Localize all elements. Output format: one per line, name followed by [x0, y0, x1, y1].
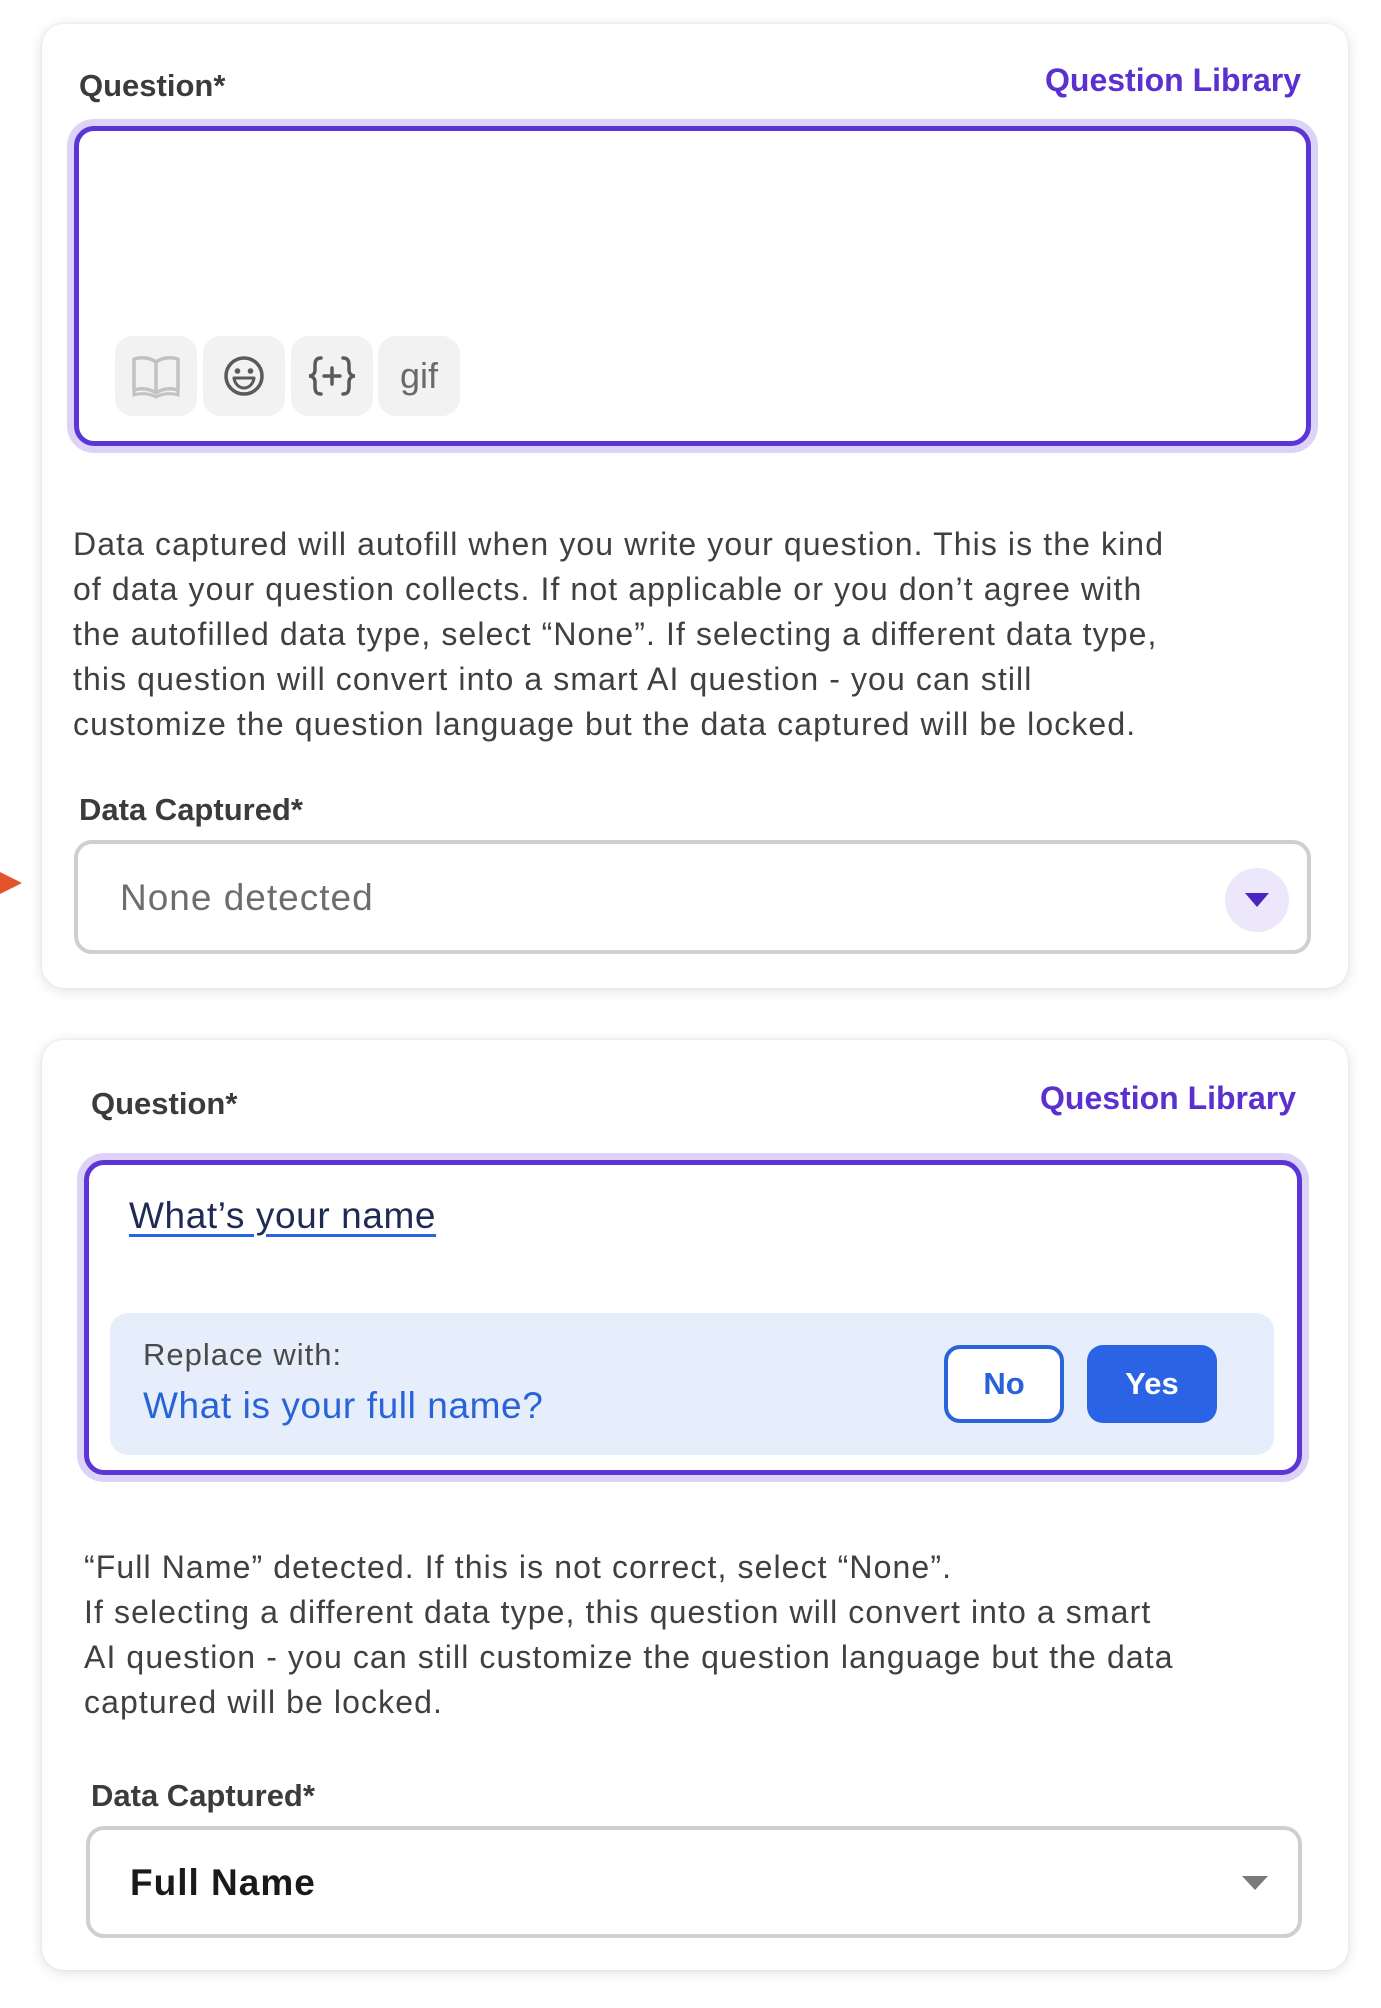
replace-suggestion: [110, 1313, 1274, 1455]
reject-suggestion-button[interactable]: No: [944, 1345, 1064, 1423]
question-library-link[interactable]: Question Library: [1045, 62, 1302, 98]
data-captured-label: Data Captured*: [91, 1778, 315, 1813]
question-input[interactable]: [84, 1160, 1302, 1475]
question-card-empty: [42, 24, 1348, 988]
data-captured-help-text: Data captured will autofill when you write your question. This is the kind of data your question collects. If not applicable or you don’t agree with the autofilled data type, select “None”. If selecting a different data type, this question will convert into a smart AI question - you can still customize the question language but the data captured will be locked.: [73, 526, 1165, 742]
annotation-arrow-icon: [0, 868, 26, 898]
emoji-icon: [221, 353, 267, 399]
gif-button[interactable]: [378, 336, 460, 416]
suggestion-text: What is your full name?: [143, 1385, 544, 1426]
select-value: Full Name: [130, 1862, 316, 1903]
gif-icon: gif: [399, 355, 439, 396]
caret-down-icon[interactable]: [1240, 1874, 1270, 1892]
accept-suggestion-button[interactable]: Yes: [1087, 1345, 1217, 1423]
variable-button[interactable]: [291, 336, 373, 416]
question-card-filled: [42, 1040, 1348, 1970]
caret-down-icon: [1243, 891, 1271, 909]
question-text[interactable]: What’s your name: [129, 1195, 437, 1236]
question-label: Question*: [79, 68, 226, 103]
data-captured-select[interactable]: [74, 840, 1311, 954]
select-value: None detected: [120, 877, 374, 918]
dropdown-toggle[interactable]: [1225, 868, 1289, 932]
data-captured-help-text: “Full Name” detected. If this is not correct, select “None”. If selecting a different data type, this question will convert into a smart AI question - you can still customize the question language but the data captured will be locked.: [84, 1549, 1174, 1720]
emoji-button[interactable]: [203, 336, 285, 416]
data-captured-select[interactable]: [86, 1826, 1302, 1938]
book-icon: [130, 352, 182, 400]
question-label: Question*: [91, 1086, 238, 1121]
book-button[interactable]: [115, 336, 197, 416]
question-library-link[interactable]: Question Library: [1040, 1080, 1297, 1116]
question-input[interactable]: [74, 126, 1311, 446]
data-captured-label: Data Captured*: [79, 792, 303, 827]
variable-icon: [306, 352, 358, 400]
suggestion-label: Replace with:: [143, 1337, 343, 1372]
